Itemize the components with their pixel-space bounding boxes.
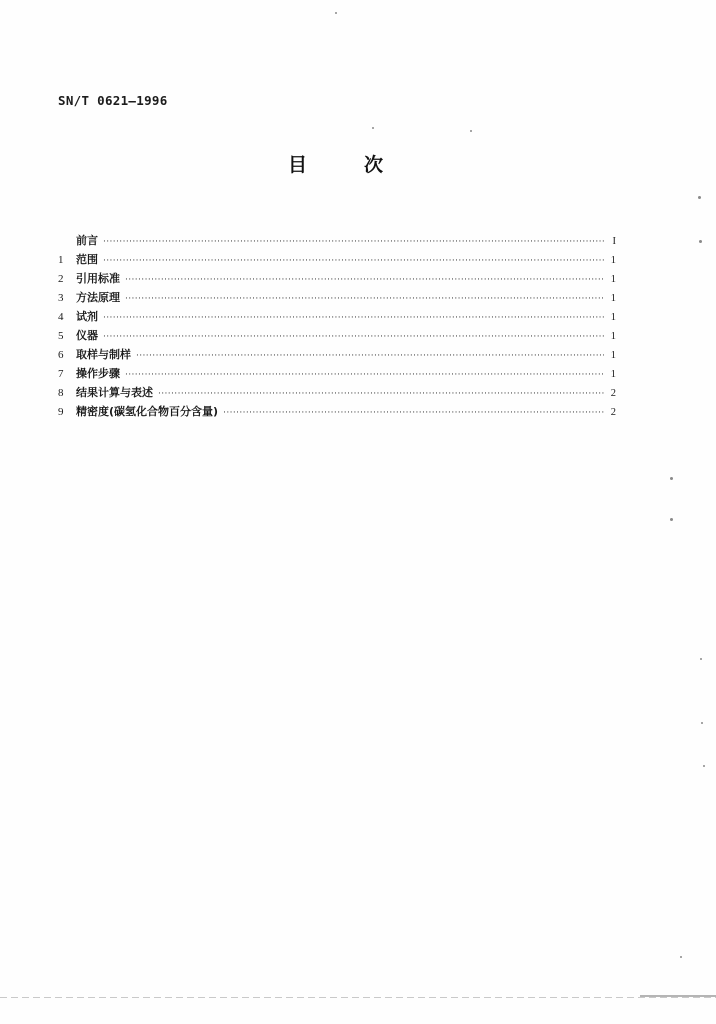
toc-dot-leader — [103, 233, 604, 252]
toc-entry-page: 1 — [610, 255, 616, 266]
toc-entry-title: 结果计算与表述 — [76, 386, 153, 399]
toc-entry-precision[interactable] — [58, 402, 616, 421]
toc-dot-leader — [103, 328, 604, 347]
toc-entry-procedure[interactable] — [58, 364, 616, 383]
toc-entry-sampling[interactable] — [58, 345, 616, 364]
toc-entry-page: 2 — [610, 407, 616, 418]
toc-dot-leader — [223, 404, 604, 423]
toc-entry-title: 方法原理 — [76, 291, 120, 304]
toc-entry-title: 引用标准 — [76, 272, 120, 285]
toc-entry-title: 操作步骤 — [76, 367, 120, 380]
toc-entry-title: 范围 — [76, 253, 98, 266]
toc-entry-page: 1 — [610, 312, 616, 323]
toc-entry-reagents[interactable] — [58, 307, 616, 326]
toc-entry-number: 5 — [58, 330, 64, 342]
toc-dot-leader — [125, 271, 604, 290]
toc-entry-number: 4 — [58, 311, 64, 323]
toc-dot-leader — [103, 252, 604, 271]
toc-dot-leader — [136, 347, 604, 366]
toc-dot-leader — [125, 366, 604, 385]
toc-entry-number: 3 — [58, 292, 64, 304]
toc-entry-number: 1 — [58, 254, 64, 266]
toc-entry-page: 1 — [610, 293, 616, 304]
toc-entry-number: 7 — [58, 368, 64, 380]
toc-entry-principle[interactable] — [58, 288, 616, 307]
toc-entry-number: 8 — [58, 387, 64, 399]
toc-entry-calculation[interactable] — [58, 383, 616, 402]
toc-entry-page: 1 — [610, 274, 616, 285]
scan-speck — [700, 658, 702, 660]
scan-speck — [699, 240, 702, 243]
toc-entry-title: 仪器 — [76, 329, 98, 342]
toc-entry-number: 9 — [58, 406, 64, 418]
standard-code: SN/T 0621—1996 — [58, 93, 168, 108]
toc-dot-leader — [103, 309, 604, 328]
toc-entry-title: 取样与制样 — [76, 348, 131, 361]
scan-speck — [698, 196, 701, 199]
toc-entry-normative-references[interactable] — [58, 269, 616, 288]
toc-title-char-1: 目 — [288, 154, 308, 176]
toc-entry-title: 前言 — [76, 234, 98, 247]
scan-border-line — [0, 997, 716, 998]
toc-entry-page: 1 — [610, 350, 616, 361]
scan-speck — [701, 722, 703, 724]
toc-entry-page: I — [612, 236, 616, 247]
toc-entry-title: 精密度(碳氢化合物百分含量) — [76, 405, 219, 418]
scan-speck — [335, 12, 337, 14]
toc-entry-page: 2 — [610, 388, 616, 399]
scan-speck — [670, 477, 673, 480]
scan-speck — [470, 130, 472, 132]
toc-dot-leader — [158, 385, 604, 404]
toc-entry-page: 1 — [610, 331, 616, 342]
scan-speck — [372, 127, 374, 129]
scan-border-line — [640, 995, 716, 997]
toc-entry-page: 1 — [610, 369, 616, 380]
toc-entry-title: 试剂 — [76, 310, 98, 323]
scan-speck — [670, 518, 673, 521]
toc-entry-number: 2 — [58, 273, 64, 285]
toc-dot-leader — [125, 290, 604, 309]
toc-entry-apparatus[interactable] — [58, 326, 616, 345]
table-of-contents — [58, 231, 616, 421]
scan-speck — [680, 956, 682, 958]
toc-entry-foreword[interactable] — [58, 231, 616, 250]
toc-entry-number: 6 — [58, 349, 64, 361]
toc-title-char-2: 次 — [364, 154, 384, 176]
scan-speck — [703, 765, 705, 767]
toc-entry-scope[interactable] — [58, 250, 616, 269]
